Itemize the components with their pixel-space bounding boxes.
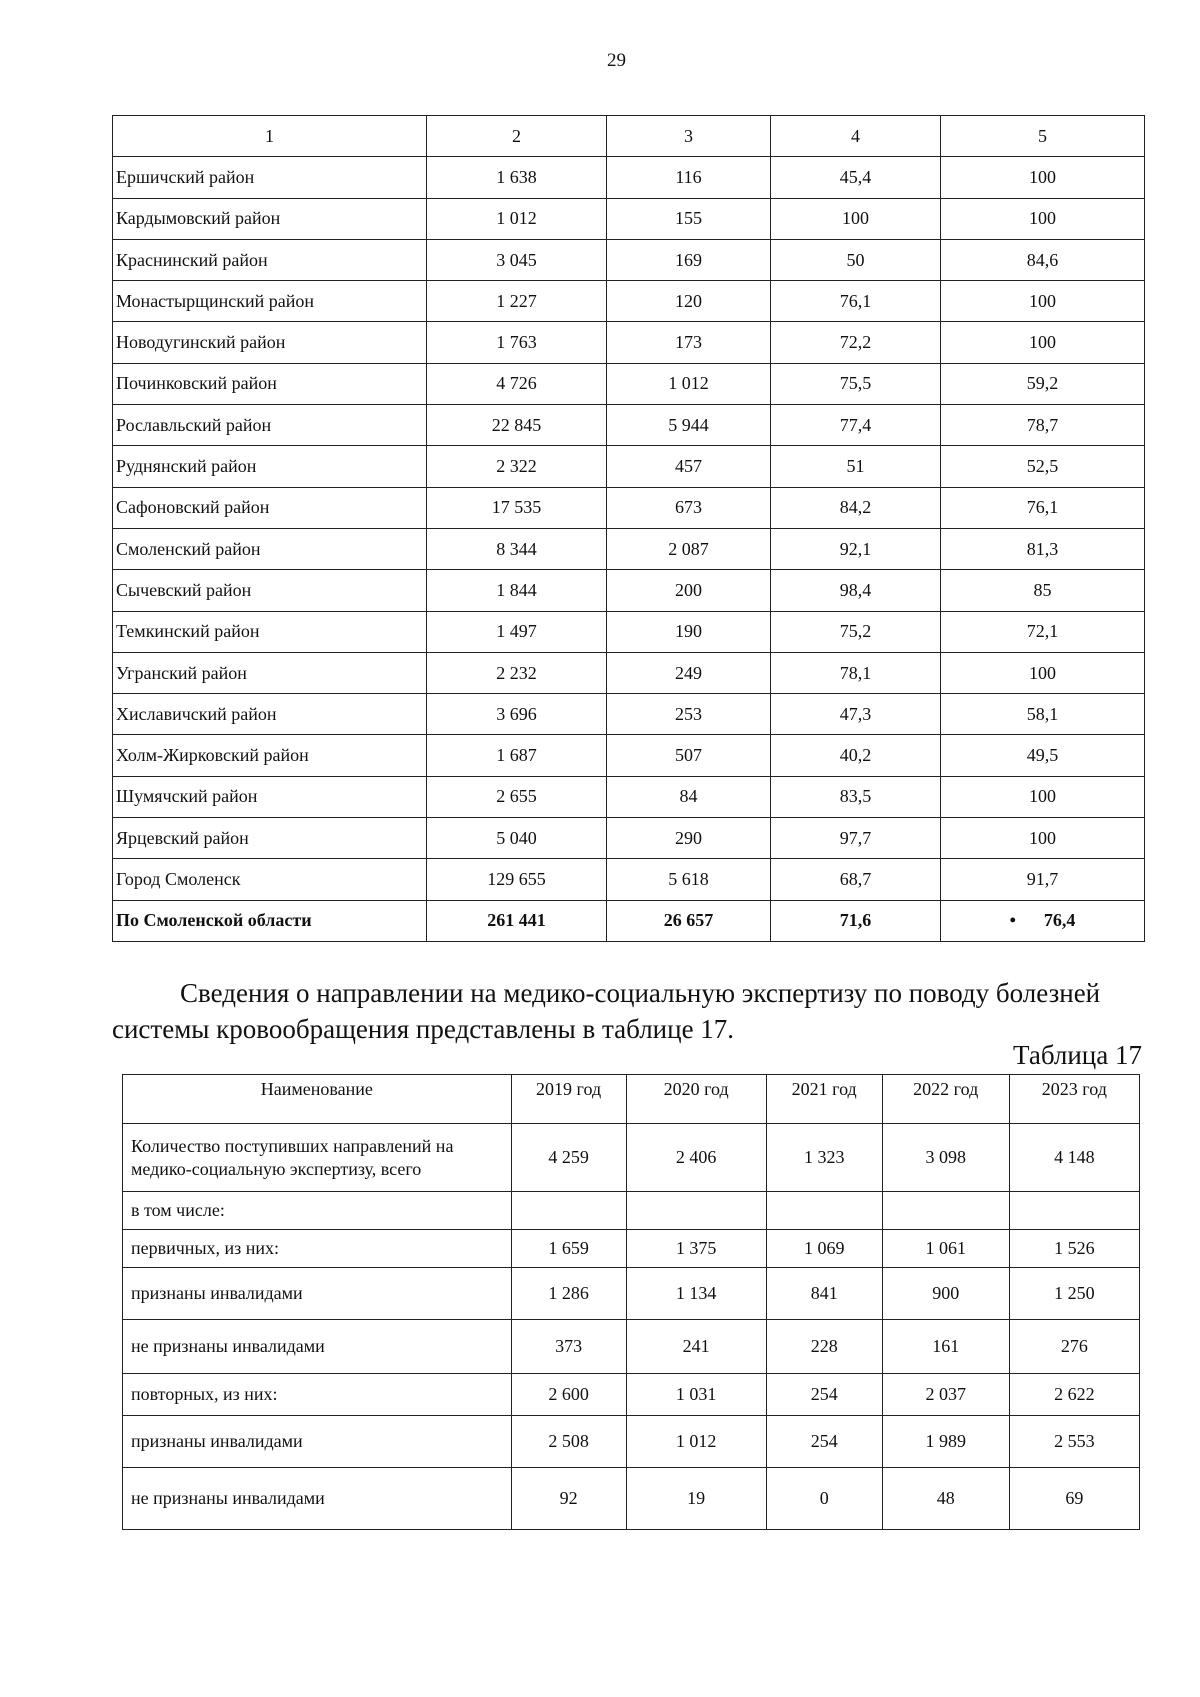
column-header: 2019 год — [511, 1075, 626, 1124]
table-cell: 1 375 — [626, 1230, 766, 1268]
district-name: Холм-Жирковский район — [113, 735, 427, 776]
district-name: Ярцевский район — [113, 818, 427, 859]
table-cell: 1 659 — [511, 1230, 626, 1268]
table-row — [123, 1230, 1140, 1268]
table-cell: 100 — [941, 322, 1145, 363]
table-cell — [766, 1192, 882, 1230]
table-cell: 507 — [607, 735, 771, 776]
table-cell: 1 323 — [766, 1124, 882, 1192]
table-cell: 841 — [766, 1268, 882, 1320]
column-header: Наименование — [123, 1075, 512, 1124]
table-cell: 1 497 — [427, 611, 607, 652]
table-cell: 1 763 — [427, 322, 607, 363]
table-cell — [511, 1192, 626, 1230]
table-cell: 100 — [941, 198, 1145, 239]
table-cell: 1 061 — [882, 1230, 1009, 1268]
table-cell: 900 — [882, 1268, 1009, 1320]
table-cell: 92 — [511, 1468, 626, 1530]
table-cell: 48 — [882, 1468, 1009, 1530]
table-cell: 47,3 — [771, 694, 941, 735]
table-cell: 76,1 — [941, 487, 1145, 528]
table-cell: 0 — [766, 1468, 882, 1530]
table-cell: 100 — [941, 281, 1145, 322]
table-cell: 169 — [607, 239, 771, 280]
district-table — [112, 115, 1145, 942]
table-cell: 59,2 — [941, 363, 1145, 404]
table-cell: 8 344 — [427, 528, 607, 569]
table-cell: 241 — [626, 1320, 766, 1374]
table-cell: 58,1 — [941, 694, 1145, 735]
district-name: Ершичский район — [113, 157, 427, 198]
table-cell: 155 — [607, 198, 771, 239]
table-cell: 1 844 — [427, 570, 607, 611]
table-cell: 2 622 — [1009, 1374, 1139, 1416]
table-row — [113, 859, 1145, 900]
table-cell: 161 — [882, 1320, 1009, 1374]
table-row — [123, 1468, 1140, 1530]
table-cell: 71,6 — [771, 900, 941, 941]
table-cell: 98,4 — [771, 570, 941, 611]
table-cell: 100 — [771, 198, 941, 239]
table-cell: 253 — [607, 694, 771, 735]
table-cell: 4 259 — [511, 1124, 626, 1192]
table-cell: 84,2 — [771, 487, 941, 528]
table-row — [123, 1374, 1140, 1416]
table-cell — [941, 900, 1145, 941]
table-cell: 1 989 — [882, 1416, 1009, 1468]
table-row — [113, 281, 1145, 322]
table-cell: 2 553 — [1009, 1416, 1139, 1468]
row-label: Количество поступивших направлений на медико-социальную экспертизу, всего — [123, 1124, 512, 1192]
table-cell: 190 — [607, 611, 771, 652]
district-name: Смоленский район — [113, 528, 427, 569]
district-name: Руднянский район — [113, 446, 427, 487]
table-cell: 91,7 — [941, 859, 1145, 900]
table-cell: 19 — [626, 1468, 766, 1530]
table-cell: 5 944 — [607, 405, 771, 446]
table-cell: 249 — [607, 652, 771, 693]
table-cell: 2 037 — [882, 1374, 1009, 1416]
table-cell: 254 — [766, 1416, 882, 1468]
table-row — [123, 1320, 1140, 1374]
table-cell: 83,5 — [771, 776, 941, 817]
table-cell: 4 726 — [427, 363, 607, 404]
table-cell: 72,1 — [941, 611, 1145, 652]
table-cell: 50 — [771, 239, 941, 280]
table-row — [123, 1268, 1140, 1320]
table-cell: 45,4 — [771, 157, 941, 198]
table-row — [113, 239, 1145, 280]
table-row — [113, 487, 1145, 528]
column-header: 2023 год — [1009, 1075, 1139, 1124]
table-cell: 1 638 — [427, 157, 607, 198]
total-label: По Смоленской области — [113, 900, 427, 941]
district-name: Краснинский район — [113, 239, 427, 280]
table-header-row — [123, 1075, 1140, 1124]
table-cell: 1 286 — [511, 1268, 626, 1320]
table-row — [113, 694, 1145, 735]
table-cell: 85 — [941, 570, 1145, 611]
table-cell: 100 — [941, 157, 1145, 198]
table-cell: 1 031 — [626, 1374, 766, 1416]
table-cell: 22 845 — [427, 405, 607, 446]
table-cell: 2 232 — [427, 652, 607, 693]
table-cell: 76,1 — [771, 281, 941, 322]
table-cell: 100 — [941, 652, 1145, 693]
paragraph — [112, 975, 1147, 1047]
table-cell: 673 — [607, 487, 771, 528]
table-cell: 5 040 — [427, 818, 607, 859]
table-cell: 1 134 — [626, 1268, 766, 1320]
table-cell: 116 — [607, 157, 771, 198]
table-cell: 5 618 — [607, 859, 771, 900]
column-header: 2020 год — [626, 1075, 766, 1124]
table-cell: 120 — [607, 281, 771, 322]
table-row — [113, 322, 1145, 363]
table-cell: 84,6 — [941, 239, 1145, 280]
table-row — [113, 611, 1145, 652]
table-cell: 75,2 — [771, 611, 941, 652]
table-row — [113, 776, 1145, 817]
table-cell: 129 655 — [427, 859, 607, 900]
mse-referral-table — [122, 1074, 1140, 1530]
table-cell: 1 250 — [1009, 1268, 1139, 1320]
table-row — [113, 652, 1145, 693]
row-label: не признаны инвалидами — [123, 1468, 512, 1530]
table-row — [113, 405, 1145, 446]
table-cell: 92,1 — [771, 528, 941, 569]
row-label: в том числе: — [123, 1192, 512, 1230]
row-label: первичных, из них: — [123, 1230, 512, 1268]
table-cell: 1 227 — [427, 281, 607, 322]
table-cell: 84 — [607, 776, 771, 817]
table-cell — [882, 1192, 1009, 1230]
row-label: признаны инвалидами — [123, 1416, 512, 1468]
table-cell: 77,4 — [771, 405, 941, 446]
district-name: Город Смоленск — [113, 859, 427, 900]
table-cell: 81,3 — [941, 528, 1145, 569]
table-cell: 78,1 — [771, 652, 941, 693]
table-cell: 457 — [607, 446, 771, 487]
table-cell: 2 600 — [511, 1374, 626, 1416]
table-cell: 1 012 — [626, 1416, 766, 1468]
district-name: Монастырщинский район — [113, 281, 427, 322]
table-cell: 97,7 — [771, 818, 941, 859]
stray-mark: • — [1009, 910, 1016, 931]
table-cell: 26 657 — [607, 900, 771, 941]
table-row — [113, 157, 1145, 198]
district-name: Темкинский район — [113, 611, 427, 652]
table-cell: 3 045 — [427, 239, 607, 280]
district-name: Починковский район — [113, 363, 427, 404]
column-header: 2 — [427, 116, 607, 157]
district-name: Кардымовский район — [113, 198, 427, 239]
district-name: Рославльский район — [113, 405, 427, 446]
table-cell: 68,7 — [771, 859, 941, 900]
table-row — [113, 198, 1145, 239]
row-label: повторных, из них: — [123, 1374, 512, 1416]
district-name: Хиславичский район — [113, 694, 427, 735]
total-value: 76,4 — [1043, 910, 1076, 931]
table-row — [113, 446, 1145, 487]
row-label: признаны инвалидами — [123, 1268, 512, 1320]
district-name: Сычевский район — [113, 570, 427, 611]
district-name: Сафоновский район — [113, 487, 427, 528]
table-row — [113, 528, 1145, 569]
table-cell: 276 — [1009, 1320, 1139, 1374]
table-cell: 72,2 — [771, 322, 941, 363]
table-cell: 52,5 — [941, 446, 1145, 487]
table-row — [113, 363, 1145, 404]
table-cell: 75,5 — [771, 363, 941, 404]
table-cell: 1 069 — [766, 1230, 882, 1268]
table-row — [113, 818, 1145, 859]
table-cell: 78,7 — [941, 405, 1145, 446]
table-cell: 290 — [607, 818, 771, 859]
column-header: 3 — [607, 116, 771, 157]
column-header: 1 — [113, 116, 427, 157]
table-cell: 1 012 — [607, 363, 771, 404]
table-cell: 2 406 — [626, 1124, 766, 1192]
table-total-row — [113, 900, 1145, 941]
row-label: не признаны инвалидами — [123, 1320, 512, 1374]
table-cell — [1009, 1192, 1139, 1230]
table-caption: Таблица 17 — [1013, 1040, 1142, 1070]
column-header: 2021 год — [766, 1075, 882, 1124]
table-cell: 40,2 — [771, 735, 941, 776]
column-header: 5 — [941, 116, 1145, 157]
page-number: 29 — [607, 50, 626, 71]
table-row — [113, 570, 1145, 611]
table-cell: 1 526 — [1009, 1230, 1139, 1268]
table-header-row — [113, 116, 1145, 157]
table-cell: 100 — [941, 776, 1145, 817]
table-cell: 49,5 — [941, 735, 1145, 776]
table-cell: 2 322 — [427, 446, 607, 487]
table-cell: 373 — [511, 1320, 626, 1374]
district-name: Шумячский район — [113, 776, 427, 817]
district-name: Новодугинский район — [113, 322, 427, 363]
table-cell: 254 — [766, 1374, 882, 1416]
table-cell: 51 — [771, 446, 941, 487]
paragraph-text: Сведения о направлении на медико-социальную экспертизу по поводу болезней системы кровообращения представлены в таблице 17. — [112, 978, 1101, 1044]
table-cell: 100 — [941, 818, 1145, 859]
table-row — [113, 735, 1145, 776]
table-row — [123, 1192, 1140, 1230]
table-cell: 173 — [607, 322, 771, 363]
table-cell: 1 012 — [427, 198, 607, 239]
table-cell: 2 508 — [511, 1416, 626, 1468]
table-cell: 2 655 — [427, 776, 607, 817]
table-cell: 3 696 — [427, 694, 607, 735]
table-cell — [626, 1192, 766, 1230]
table-cell: 17 535 — [427, 487, 607, 528]
column-header: 2022 год — [882, 1075, 1009, 1124]
column-header: 4 — [771, 116, 941, 157]
table-row — [123, 1124, 1140, 1192]
table-cell: 2 087 — [607, 528, 771, 569]
table-cell: 3 098 — [882, 1124, 1009, 1192]
table-row — [123, 1416, 1140, 1468]
district-name: Угранский район — [113, 652, 427, 693]
table-cell: 69 — [1009, 1468, 1139, 1530]
table-cell: 228 — [766, 1320, 882, 1374]
table-cell: 200 — [607, 570, 771, 611]
table-cell: 261 441 — [427, 900, 607, 941]
table-cell: 1 687 — [427, 735, 607, 776]
table-cell: 4 148 — [1009, 1124, 1139, 1192]
